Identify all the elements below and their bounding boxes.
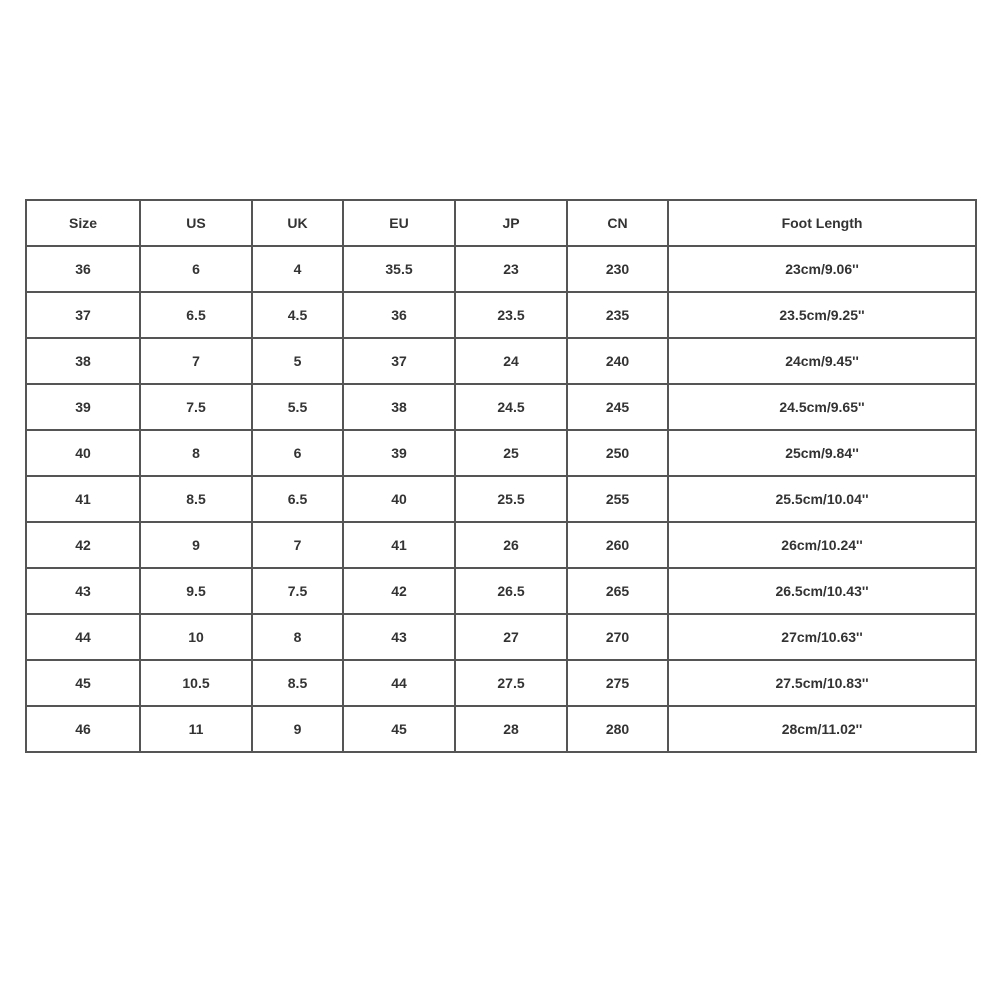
cell-us: 8.5 [140, 476, 252, 522]
cell-foot-length: 28cm/11.02'' [668, 706, 976, 752]
table-body [26, 246, 976, 752]
cell-us: 9 [140, 522, 252, 568]
cell-eu: 42 [343, 568, 455, 614]
cell-jp: 26 [455, 522, 567, 568]
table-row [26, 476, 976, 522]
cell-size: 45 [26, 660, 140, 706]
cell-uk: 4 [252, 246, 343, 292]
cell-foot-length: 23cm/9.06'' [668, 246, 976, 292]
table-row [26, 706, 976, 752]
cell-cn: 280 [567, 706, 668, 752]
cell-size: 36 [26, 246, 140, 292]
cell-uk: 9 [252, 706, 343, 752]
cell-uk: 4.5 [252, 292, 343, 338]
table-header [26, 200, 976, 246]
cell-size: 46 [26, 706, 140, 752]
cell-cn: 230 [567, 246, 668, 292]
table-row [26, 660, 976, 706]
cell-cn: 275 [567, 660, 668, 706]
header-size: Size [26, 200, 140, 246]
cell-foot-length: 24.5cm/9.65'' [668, 384, 976, 430]
cell-eu: 44 [343, 660, 455, 706]
cell-eu: 38 [343, 384, 455, 430]
cell-cn: 255 [567, 476, 668, 522]
cell-jp: 28 [455, 706, 567, 752]
cell-cn: 235 [567, 292, 668, 338]
table-row [26, 292, 976, 338]
cell-uk: 7.5 [252, 568, 343, 614]
cell-foot-length: 26cm/10.24'' [668, 522, 976, 568]
cell-jp: 27.5 [455, 660, 567, 706]
cell-eu: 36 [343, 292, 455, 338]
cell-jp: 24 [455, 338, 567, 384]
cell-eu: 39 [343, 430, 455, 476]
cell-us: 6.5 [140, 292, 252, 338]
cell-jp: 25.5 [455, 476, 567, 522]
cell-foot-length: 27cm/10.63'' [668, 614, 976, 660]
table-row [26, 430, 976, 476]
cell-eu: 41 [343, 522, 455, 568]
cell-jp: 23 [455, 246, 567, 292]
cell-foot-length: 25cm/9.84'' [668, 430, 976, 476]
cell-size: 38 [26, 338, 140, 384]
cell-uk: 6.5 [252, 476, 343, 522]
cell-cn: 260 [567, 522, 668, 568]
cell-jp: 27 [455, 614, 567, 660]
header-foot-length: Foot Length [668, 200, 976, 246]
header-row [26, 200, 976, 246]
cell-jp: 25 [455, 430, 567, 476]
cell-us: 9.5 [140, 568, 252, 614]
cell-size: 42 [26, 522, 140, 568]
cell-us: 10 [140, 614, 252, 660]
header-cn: CN [567, 200, 668, 246]
header-eu: EU [343, 200, 455, 246]
size-chart-table [25, 199, 977, 753]
cell-eu: 45 [343, 706, 455, 752]
cell-eu: 37 [343, 338, 455, 384]
cell-eu: 35.5 [343, 246, 455, 292]
cell-eu: 40 [343, 476, 455, 522]
table-row [26, 614, 976, 660]
header-jp: JP [455, 200, 567, 246]
cell-cn: 270 [567, 614, 668, 660]
cell-us: 7.5 [140, 384, 252, 430]
table-row [26, 246, 976, 292]
header-us: US [140, 200, 252, 246]
cell-cn: 245 [567, 384, 668, 430]
cell-us: 11 [140, 706, 252, 752]
cell-uk: 5 [252, 338, 343, 384]
cell-size: 43 [26, 568, 140, 614]
cell-cn: 265 [567, 568, 668, 614]
cell-uk: 8 [252, 614, 343, 660]
table-row [26, 522, 976, 568]
cell-foot-length: 27.5cm/10.83'' [668, 660, 976, 706]
cell-foot-length: 25.5cm/10.04'' [668, 476, 976, 522]
cell-size: 37 [26, 292, 140, 338]
cell-us: 10.5 [140, 660, 252, 706]
cell-uk: 5.5 [252, 384, 343, 430]
cell-uk: 8.5 [252, 660, 343, 706]
cell-jp: 24.5 [455, 384, 567, 430]
cell-foot-length: 23.5cm/9.25'' [668, 292, 976, 338]
table-row [26, 338, 976, 384]
cell-us: 7 [140, 338, 252, 384]
cell-size: 41 [26, 476, 140, 522]
cell-uk: 7 [252, 522, 343, 568]
cell-foot-length: 24cm/9.45'' [668, 338, 976, 384]
header-uk: UK [252, 200, 343, 246]
cell-uk: 6 [252, 430, 343, 476]
cell-eu: 43 [343, 614, 455, 660]
cell-foot-length: 26.5cm/10.43'' [668, 568, 976, 614]
cell-size: 39 [26, 384, 140, 430]
cell-size: 40 [26, 430, 140, 476]
cell-us: 6 [140, 246, 252, 292]
cell-cn: 250 [567, 430, 668, 476]
cell-us: 8 [140, 430, 252, 476]
cell-size: 44 [26, 614, 140, 660]
cell-cn: 240 [567, 338, 668, 384]
cell-jp: 23.5 [455, 292, 567, 338]
cell-jp: 26.5 [455, 568, 567, 614]
table-row [26, 384, 976, 430]
table-row [26, 568, 976, 614]
